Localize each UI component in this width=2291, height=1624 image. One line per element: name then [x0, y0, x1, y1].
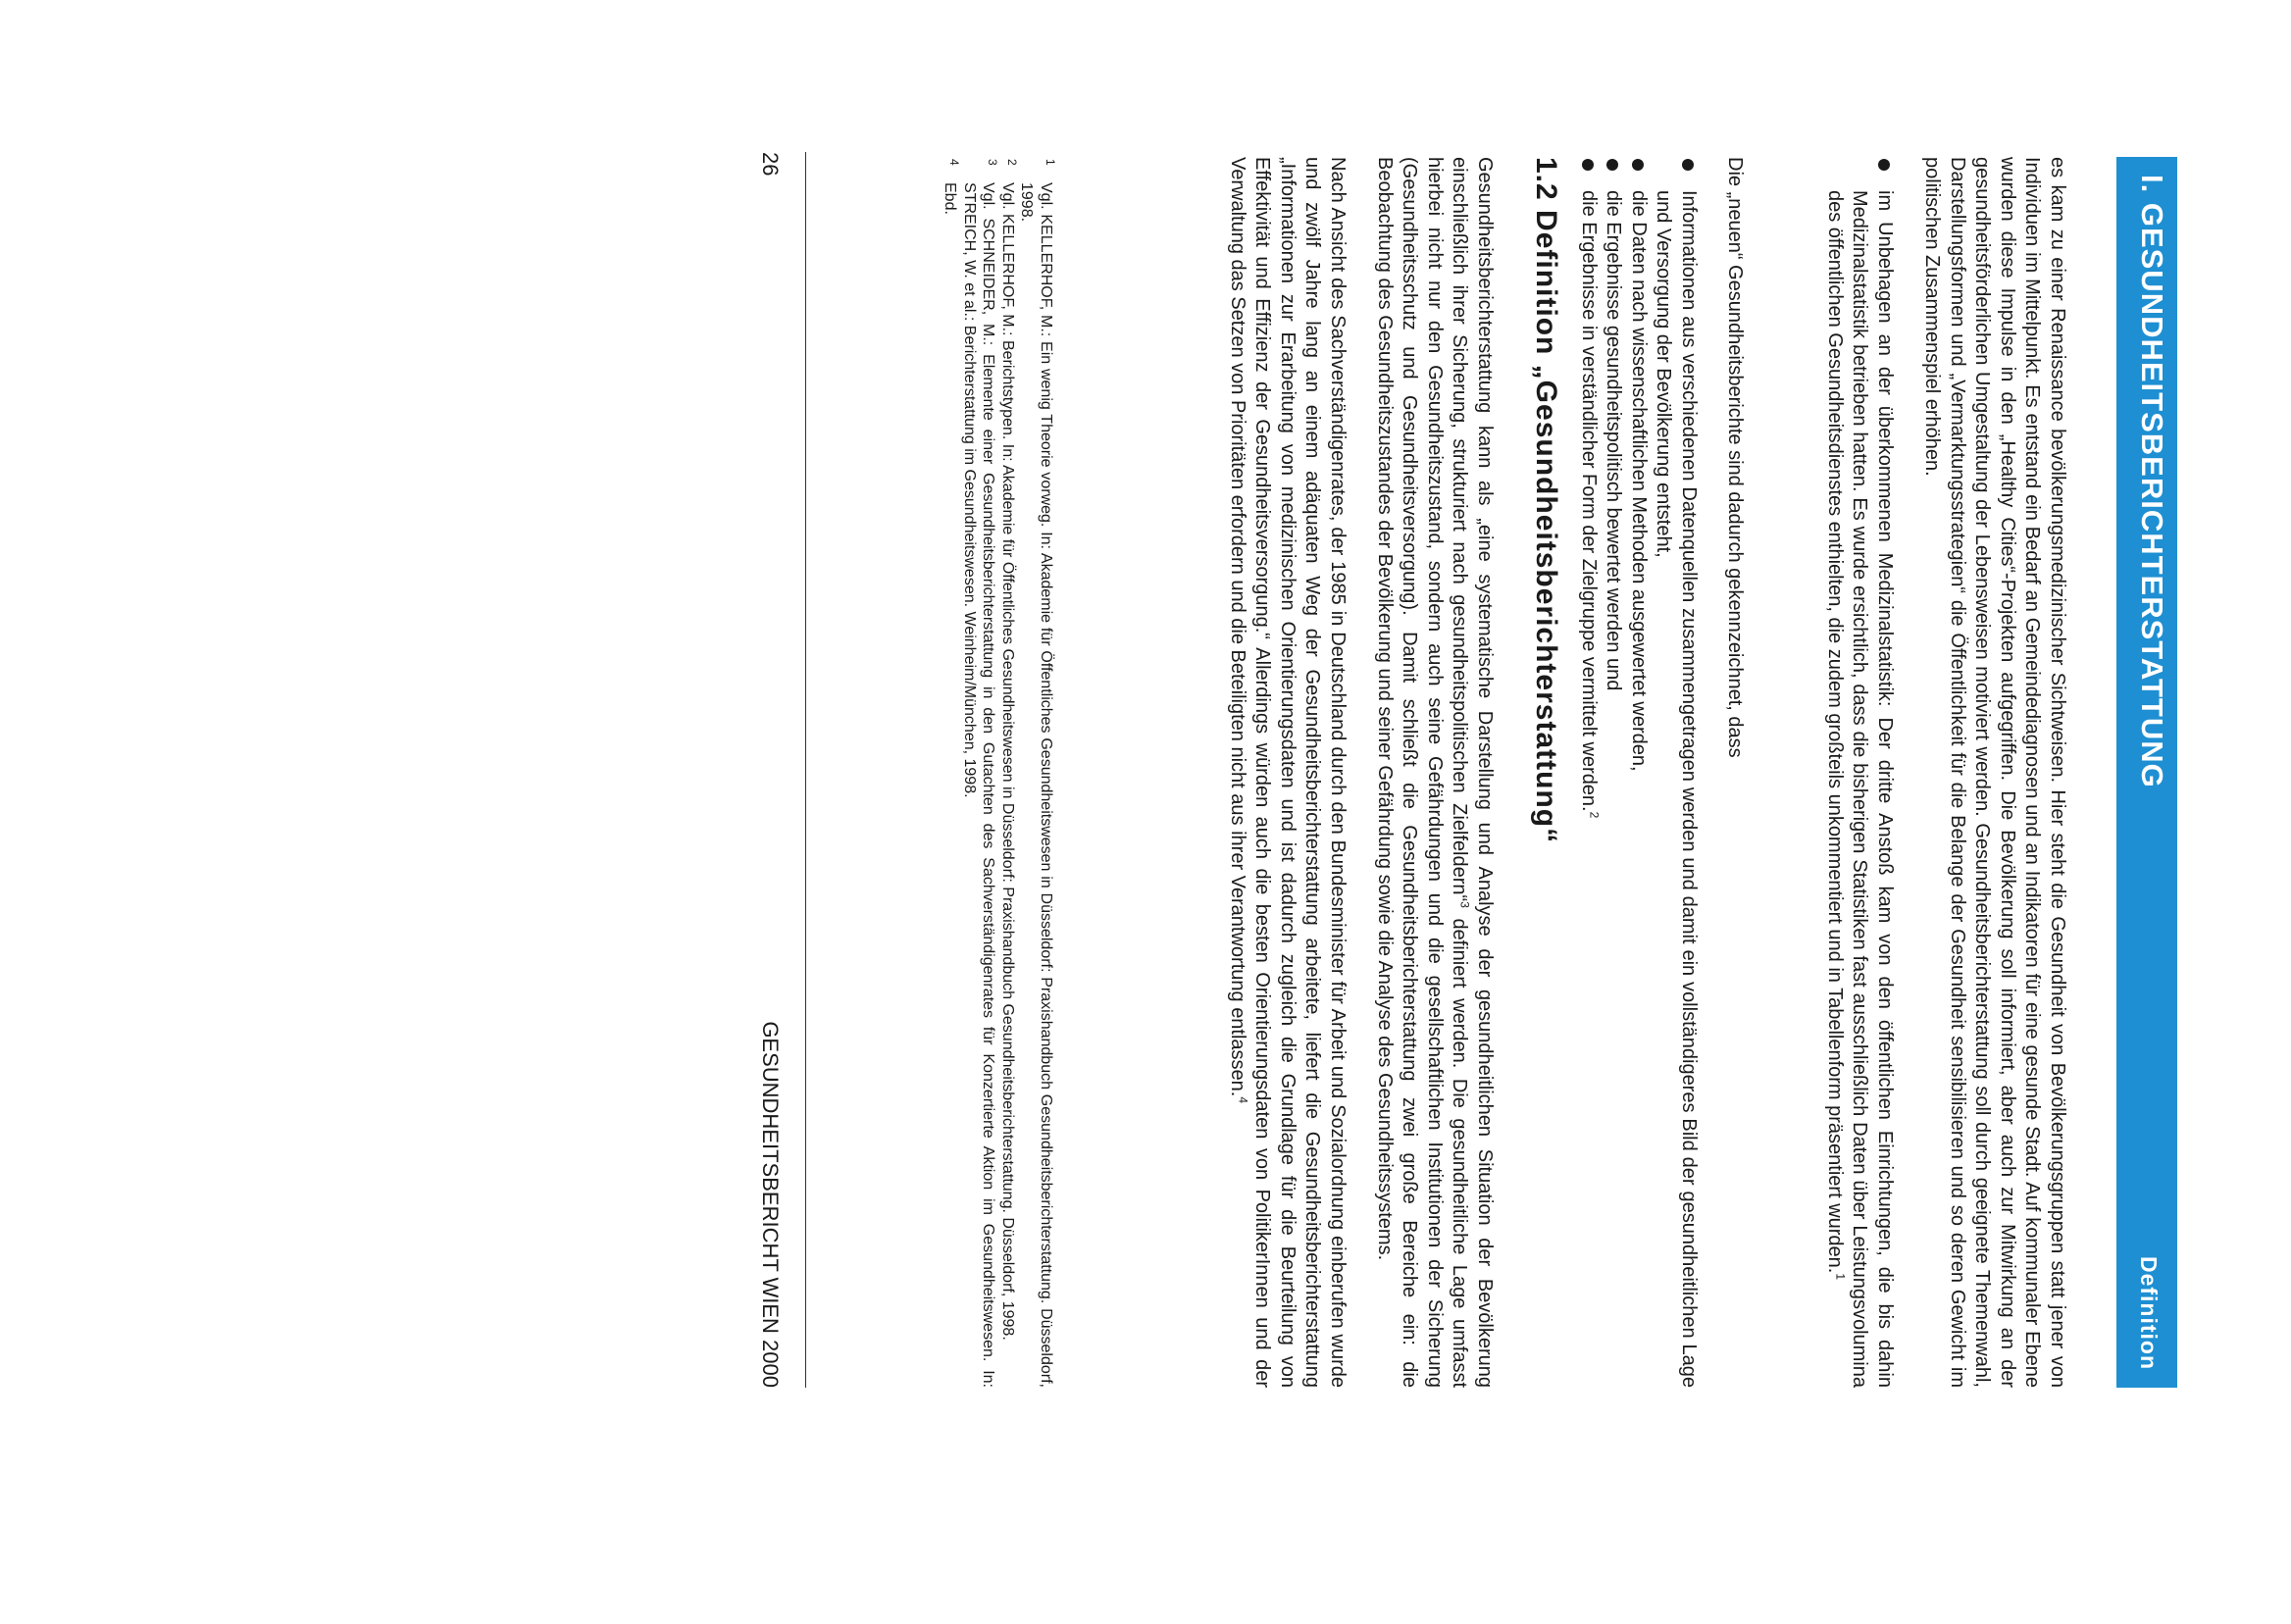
footnote-ref: 4 [1236, 1096, 1250, 1104]
list-item-text: die Ergebnisse gesundheitspolitisch bewertet werden und [1603, 190, 1625, 691]
chapter-header-bar [2116, 157, 2177, 1388]
council-paragraph [1225, 157, 1350, 1388]
intro-text: es kam zu einer Renaissance bevölkerungsmedizinischer Sichtweisen. Hier steht die Gesundheit von Bevölkerungsgruppen statt jener von Individuen im Mittelpunkt. Es entstand ein Bedarf an Gemeindediagnosen und an Indikatoren für eine gesunde Stadt. Auf kommunaler Ebene wurden diese Impulse in den „Healthy Cities“-Projekten aufgegriffen. Die Bevölkerung soll informiert, aber auch zur Mitwirkung an der gesundheitsförderlichen Umgestaltung der Lebensweisen motiviert werden. Gesundheitsberichterstattung soll durch geeignete Themenwahl, Darstellungsformen und „Vermarktungsstrategien“ die Öffentlichkeit für die Belange der Gesundheit sensibilisieren und so deren Gewicht im politischen Zusammenspiel erhöhen. [1921, 157, 2068, 1388]
footnote-ref: 3 [1458, 901, 1473, 908]
section-heading: 1.2 Definition „Gesundheitsberichterstattung“ [1530, 157, 1562, 844]
publication-title: GESUNDHEITSBERICHT WIEN 2000 [758, 1021, 783, 1388]
footnote-mark: 1 [1044, 159, 1057, 166]
footnote-text: Vgl. SCHNEIDER, M.: Elemente einer Gesundheitsberichterstattung in den Gutachten des Sachverständigenrates für Konzertierte Aktion im Gesundheitswesen. In: STREICH, W. et al.: Berichterstattung im Gesundheitswesen. Weinheim/München, 1998. [961, 182, 997, 1388]
list-item [1651, 157, 1701, 1388]
list-item-text: die Daten nach wissenschaftlichen Methoden ausgewertet werden, [1628, 190, 1650, 772]
footnote-mark: 4 [947, 159, 962, 166]
definition-paragraph [1372, 157, 1498, 1388]
footnote-ref: 2 [1587, 811, 1602, 819]
footnote [960, 157, 998, 1388]
intro-paragraph [1919, 157, 2069, 1388]
footnote-mark: 3 [986, 159, 1000, 166]
footnote-mark: 2 [1005, 159, 1019, 166]
characteristics-intro-text: Die „neuen“ Gesundheitsberichte sind dadurch gekennzeichnet, dass [1724, 157, 1746, 758]
footnote-text: Ebd. [942, 182, 959, 215]
definition-text-b: definiert werden. Die gesundheitliche Lage umfasst hierbei nicht nur den Gesundheitszustand, sondern auch seine Gefährdungen und die gesellschaftlichen Institutionen der Sicherung (Gesundheitsschutz und Gesundheitsversorgung). Damit schließt die Gesundheitsberichterstattung zwei große Bereiche ein: die Beobachtung des Gesundheitszustandes der Bevölkerung und seiner Gefährdung sowie die Analyse des Gesundheitssystems. [1374, 157, 1471, 1388]
council-text: Nach Ansicht des Sachverständigenrates, der 1985 in Deutschland durch den Bundesminister für Arbeit und Sozialordnung einberufen wurde und zwölf Jahre lang an einem adäquaten Weg der Gesundheitsberichterstattung arbeitete, liefert die Gesundheitsberichterstattung „Informationen zur Erarbeitung von medizinischen Orientierungsdaten und ist dadurch zugleich die Grundlage für die Beurteilung von Effektivität und Effizienz der Gesundheitsversorgung.“ Allerdings würden auch die besten Orientierungsdaten von PolitikerInnen und der Verwaltung das Setzen von Prioritäten erfordern und die Beteiligten nicht aus ihrer Verantwortung entlassen. [1227, 157, 1349, 1388]
list-item-text: die Ergebnisse in verständlicher Form der Zielgruppe vermittelt werden. [1578, 190, 1600, 812]
chapter-title: I. GESUNDHEITSBERICHTERSTATTUNG [2135, 175, 2169, 788]
list-item [1626, 157, 1652, 1388]
footnote-text: Vgl. KELLERHOF, M.: Ein wenig Theorie vorweg. In: Akademie für Öffentliches Gesundheitswesen in Düsseldorf: Praxishandbuch Gesundheitsberichterstattung. Düsseldorf, 1998. [1018, 182, 1054, 1388]
page-number: 26 [758, 152, 783, 177]
footnote [1017, 157, 1055, 1388]
section-label: Definition [2136, 1255, 2162, 1370]
characteristics-intro [1722, 157, 1748, 1388]
list-item-text: Informationen aus verschiedenen Datenquellen zusammengetragen werden und damit ein vollständigeres Bild der gesundheitlichen Lage und Versorgung der Bevölkerung entsteht, [1653, 190, 1700, 1388]
footnotes [941, 157, 1055, 1388]
footnote-ref: 1 [1833, 1273, 1848, 1281]
list-item [1576, 157, 1602, 1388]
list-item [1822, 157, 1898, 1388]
bullet-list-origins [1822, 157, 1898, 1388]
footnote-text: Vgl. KELLERHOF, M.: Berichtstypen. In: Akademie für Öffentliches Gesundheitswesen in Düsseldorf: Praxishandbuch Gesundheitsberichterstattung. Düsseldorf, 1998. [999, 182, 1016, 1341]
footnote [941, 157, 960, 1388]
bullet-list-characteristics [1576, 157, 1702, 1388]
footer-divider [805, 152, 806, 1388]
definition-text-a: Gesundheitsberichterstattung kann als „eine systematische Darstellung und Analyse der gesundheitlichen Situation der Bevölkerung einschließlich ihrer Sicherung, strukturiert nach gesundheitspolitischen Zielfeldern“ [1449, 157, 1496, 1388]
list-item-text: im Unbehagen an der überkommenen Medizinalstatistik: Der dritte Anstoß kam von den öffentlichen Einrichtungen, die bis dahin Medizinalstatistik betrieben hatten. Es wurde ersichtlich, dass die bisherigen Statistiken fast ausschließlich Daten über Leistungsvolumina des öffentlichen Gesundheitsdienstes enthielten, die zudem großteils unkommentiert und in Tabellenform präsentiert wurden. [1824, 190, 1896, 1388]
list-item [1601, 157, 1626, 1388]
footnote [998, 157, 1018, 1388]
